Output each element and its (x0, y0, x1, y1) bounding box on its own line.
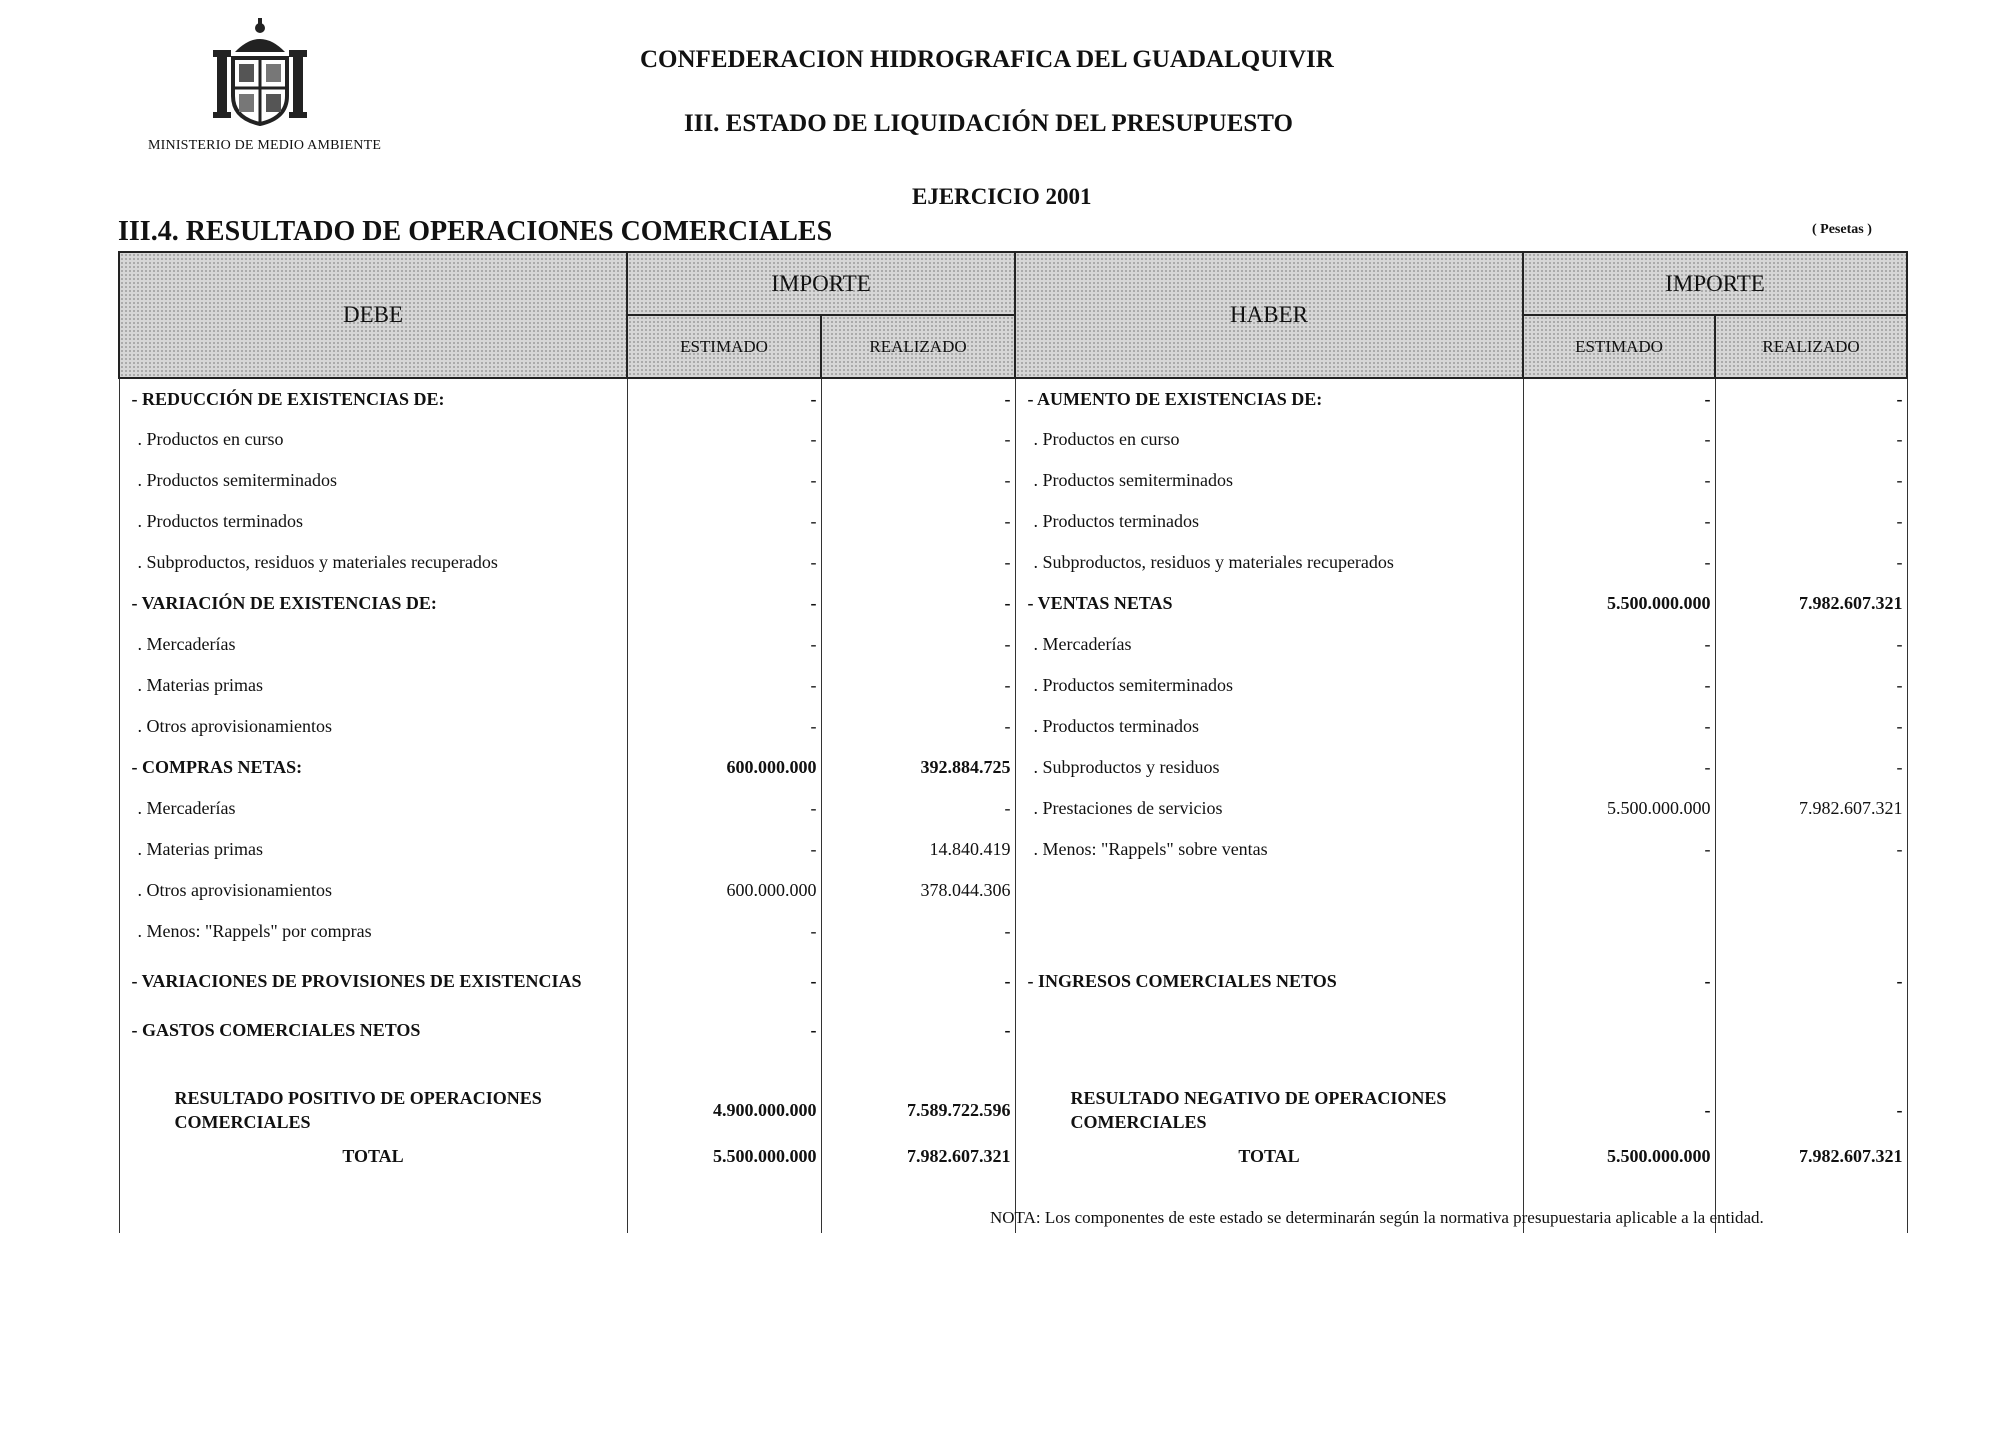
debe-estimado-value: - (627, 829, 821, 870)
haber-estimado-header: ESTIMADO (1523, 315, 1715, 378)
haber-estimado-value: - (1523, 952, 1715, 1010)
haber-realizado-value: - (1715, 706, 1907, 747)
positive-result-label: RESULTADO POSITIVO DE OPERACIONES COMERCIALES (119, 1081, 627, 1139)
debe-estimado-value: - (627, 788, 821, 829)
debe-estimado-header: ESTIMADO (627, 315, 821, 378)
debe-estimado-value: - (627, 419, 821, 460)
haber-concept: - INGRESOS COMERCIALES NETOS (1015, 952, 1523, 1010)
table-row (119, 624, 1907, 665)
debe-concept: . Otros aprovisionamientos (119, 706, 627, 747)
table-row (119, 419, 1907, 460)
debe-concept: . Otros aprovisionamientos (119, 870, 627, 911)
table-row (119, 788, 1907, 829)
haber-concept: . Productos semiterminados (1015, 665, 1523, 706)
haber-total-estimado: 5.500.000.000 (1523, 1139, 1715, 1173)
table-row (119, 870, 1907, 911)
haber-realizado-value (1715, 911, 1907, 952)
debe-estimado-value: - (627, 911, 821, 952)
table-row (119, 542, 1907, 583)
table-row (119, 583, 1907, 624)
debe-realizado-value: - (821, 952, 1015, 1010)
haber-realizado-value: - (1715, 501, 1907, 542)
debe-concept: - REDUCCIÓN DE EXISTENCIAS DE: (119, 378, 627, 419)
debe-estimado-value: 600.000.000 (627, 747, 821, 788)
debe-concept: - VARIACIÓN DE EXISTENCIAS DE: (119, 583, 627, 624)
debe-importe-header: IMPORTE (627, 252, 1015, 315)
haber-estimado-value: - (1523, 706, 1715, 747)
table-row (119, 665, 1907, 706)
debe-estimado-value: - (627, 378, 821, 419)
currency-units: ( Pesetas ) (1812, 222, 1872, 237)
haber-estimado-value (1523, 1010, 1715, 1051)
haber-concept: . Subproductos y residuos (1015, 747, 1523, 788)
haber-realizado-value: - (1715, 747, 1907, 788)
table-row (119, 460, 1907, 501)
haber-estimado-value: 5.500.000.000 (1523, 788, 1715, 829)
debe-concept: . Materias primas (119, 665, 627, 706)
result-row (119, 1081, 1907, 1139)
debe-estimado-value: - (627, 583, 821, 624)
debe-estimado-value: - (627, 706, 821, 747)
debe-realizado-value: - (821, 911, 1015, 952)
haber-estimado-value: 5.500.000.000 (1523, 583, 1715, 624)
table-row (119, 952, 1907, 1010)
section-title: III.4. RESULTADO DE OPERACIONES COMERCIALES (118, 216, 833, 247)
haber-concept: - VENTAS NETAS (1015, 583, 1523, 624)
debe-estimado-value: - (627, 460, 821, 501)
haber-concept: . Menos: "Rappels" sobre ventas (1015, 829, 1523, 870)
organization-title: CONFEDERACION HIDROGRAFICA DEL GUADALQUIVIR (640, 46, 1334, 73)
haber-concept (1015, 911, 1523, 952)
haber-concept: - AUMENTO DE EXISTENCIAS DE: (1015, 378, 1523, 419)
debe-estimado-value: - (627, 952, 821, 1010)
haber-estimado-value: - (1523, 665, 1715, 706)
haber-concept: . Productos terminados (1015, 706, 1523, 747)
haber-concept: . Productos semiterminados (1015, 460, 1523, 501)
debe-estimado-value: 600.000.000 (627, 870, 821, 911)
haber-concept (1015, 870, 1523, 911)
haber-header: HABER (1015, 252, 1523, 378)
haber-realizado-value: - (1715, 378, 1907, 419)
haber-realizado-value: - (1715, 665, 1907, 706)
haber-realizado-value: - (1715, 952, 1907, 1010)
haber-estimado-value (1523, 911, 1715, 952)
haber-total-label: TOTAL (1015, 1139, 1523, 1173)
debe-header: DEBE (119, 252, 627, 378)
negative-result-estimado: - (1523, 1081, 1715, 1139)
haber-estimado-value: - (1523, 460, 1715, 501)
haber-estimado-value: - (1523, 419, 1715, 460)
haber-estimado-value: - (1523, 624, 1715, 665)
negative-result-realizado: - (1715, 1081, 1907, 1139)
debe-estimado-value: - (627, 542, 821, 583)
debe-estimado-value: - (627, 1010, 821, 1051)
ministry-name: MINISTERIO DE MEDIO AMBIENTE (148, 138, 382, 153)
haber-concept: . Mercaderías (1015, 624, 1523, 665)
table-row (119, 911, 1907, 952)
debe-realizado-value: - (821, 542, 1015, 583)
debe-realizado-value: - (821, 378, 1015, 419)
debe-realizado-value: - (821, 460, 1015, 501)
haber-realizado-value: - (1715, 624, 1907, 665)
haber-realizado-header: REALIZADO (1715, 315, 1907, 378)
haber-concept: . Productos en curso (1015, 419, 1523, 460)
debe-realizado-value: - (821, 706, 1015, 747)
debe-concept: . Productos terminados (119, 501, 627, 542)
debe-concept: - GASTOS COMERCIALES NETOS (119, 1010, 627, 1051)
debe-realizado-value: - (821, 624, 1015, 665)
haber-total-realizado: 7.982.607.321 (1715, 1139, 1907, 1173)
haber-realizado-value: - (1715, 460, 1907, 501)
debe-realizado-value: - (821, 788, 1015, 829)
haber-realizado-value: 7.982.607.321 (1715, 788, 1907, 829)
debe-total-estimado: 5.500.000.000 (627, 1139, 821, 1173)
fiscal-year: EJERCICIO 2001 (912, 184, 1092, 209)
debe-concept: . Mercaderías (119, 624, 627, 665)
haber-importe-header: IMPORTE (1523, 252, 1907, 315)
debe-concept: . Materias primas (119, 829, 627, 870)
debe-realizado-value: - (821, 1010, 1015, 1051)
debe-concept: . Productos semiterminados (119, 460, 627, 501)
coat-of-arms-icon (205, 18, 315, 130)
debe-realizado-value: 14.840.419 (821, 829, 1015, 870)
debe-realizado-value: - (821, 583, 1015, 624)
debe-estimado-value: - (627, 665, 821, 706)
table-row (119, 706, 1907, 747)
haber-estimado-value: - (1523, 829, 1715, 870)
debe-concept: . Mercaderías (119, 788, 627, 829)
haber-estimado-value (1523, 870, 1715, 911)
debe-total-label: TOTAL (119, 1139, 627, 1173)
haber-realizado-value: - (1715, 829, 1907, 870)
haber-realizado-value (1715, 870, 1907, 911)
debe-realizado-value: 392.884.725 (821, 747, 1015, 788)
results-table (118, 251, 1908, 1233)
debe-concept: . Menos: "Rappels" por compras (119, 911, 627, 952)
table-row (119, 501, 1907, 542)
debe-concept: . Productos en curso (119, 419, 627, 460)
haber-realizado-value (1715, 1010, 1907, 1051)
negative-result-label: RESULTADO NEGATIVO DE OPERACIONES COMERCIALES (1015, 1081, 1523, 1139)
debe-realizado-value: - (821, 665, 1015, 706)
debe-realizado-header: REALIZADO (821, 315, 1015, 378)
haber-estimado-value: - (1523, 378, 1715, 419)
debe-concept: - COMPRAS NETAS: (119, 747, 627, 788)
footnote: NOTA: Los componentes de este estado se determinarán según la normativa presupuestaria aplicable a la entidad. (990, 1208, 1764, 1227)
table-row (119, 747, 1907, 788)
debe-concept: - VARIACIONES DE PROVISIONES DE EXISTENCIAS (119, 952, 627, 1010)
haber-realizado-value: - (1715, 542, 1907, 583)
debe-total-realizado: 7.982.607.321 (821, 1139, 1015, 1173)
haber-concept: . Prestaciones de servicios (1015, 788, 1523, 829)
table-row (119, 1010, 1907, 1051)
debe-concept: . Subproductos, residuos y materiales recuperados (119, 542, 627, 583)
haber-concept: . Productos terminados (1015, 501, 1523, 542)
debe-estimado-value: - (627, 501, 821, 542)
debe-realizado-value: - (821, 501, 1015, 542)
positive-result-estimado: 4.900.000.000 (627, 1081, 821, 1139)
haber-realizado-value: - (1715, 419, 1907, 460)
debe-realizado-value: 378.044.306 (821, 870, 1015, 911)
haber-realizado-value: 7.982.607.321 (1715, 583, 1907, 624)
haber-estimado-value: - (1523, 501, 1715, 542)
report-title: III. ESTADO DE LIQUIDACIÓN DEL PRESUPUESTO (684, 110, 1293, 137)
positive-result-realizado: 7.589.722.596 (821, 1081, 1015, 1139)
haber-estimado-value: - (1523, 747, 1715, 788)
debe-realizado-value: - (821, 419, 1015, 460)
table-row (119, 378, 1907, 419)
debe-estimado-value: - (627, 624, 821, 665)
haber-concept: . Subproductos, residuos y materiales recuperados (1015, 542, 1523, 583)
haber-concept (1015, 1010, 1523, 1051)
table-row (119, 829, 1907, 870)
total-row (119, 1139, 1907, 1173)
haber-estimado-value: - (1523, 542, 1715, 583)
